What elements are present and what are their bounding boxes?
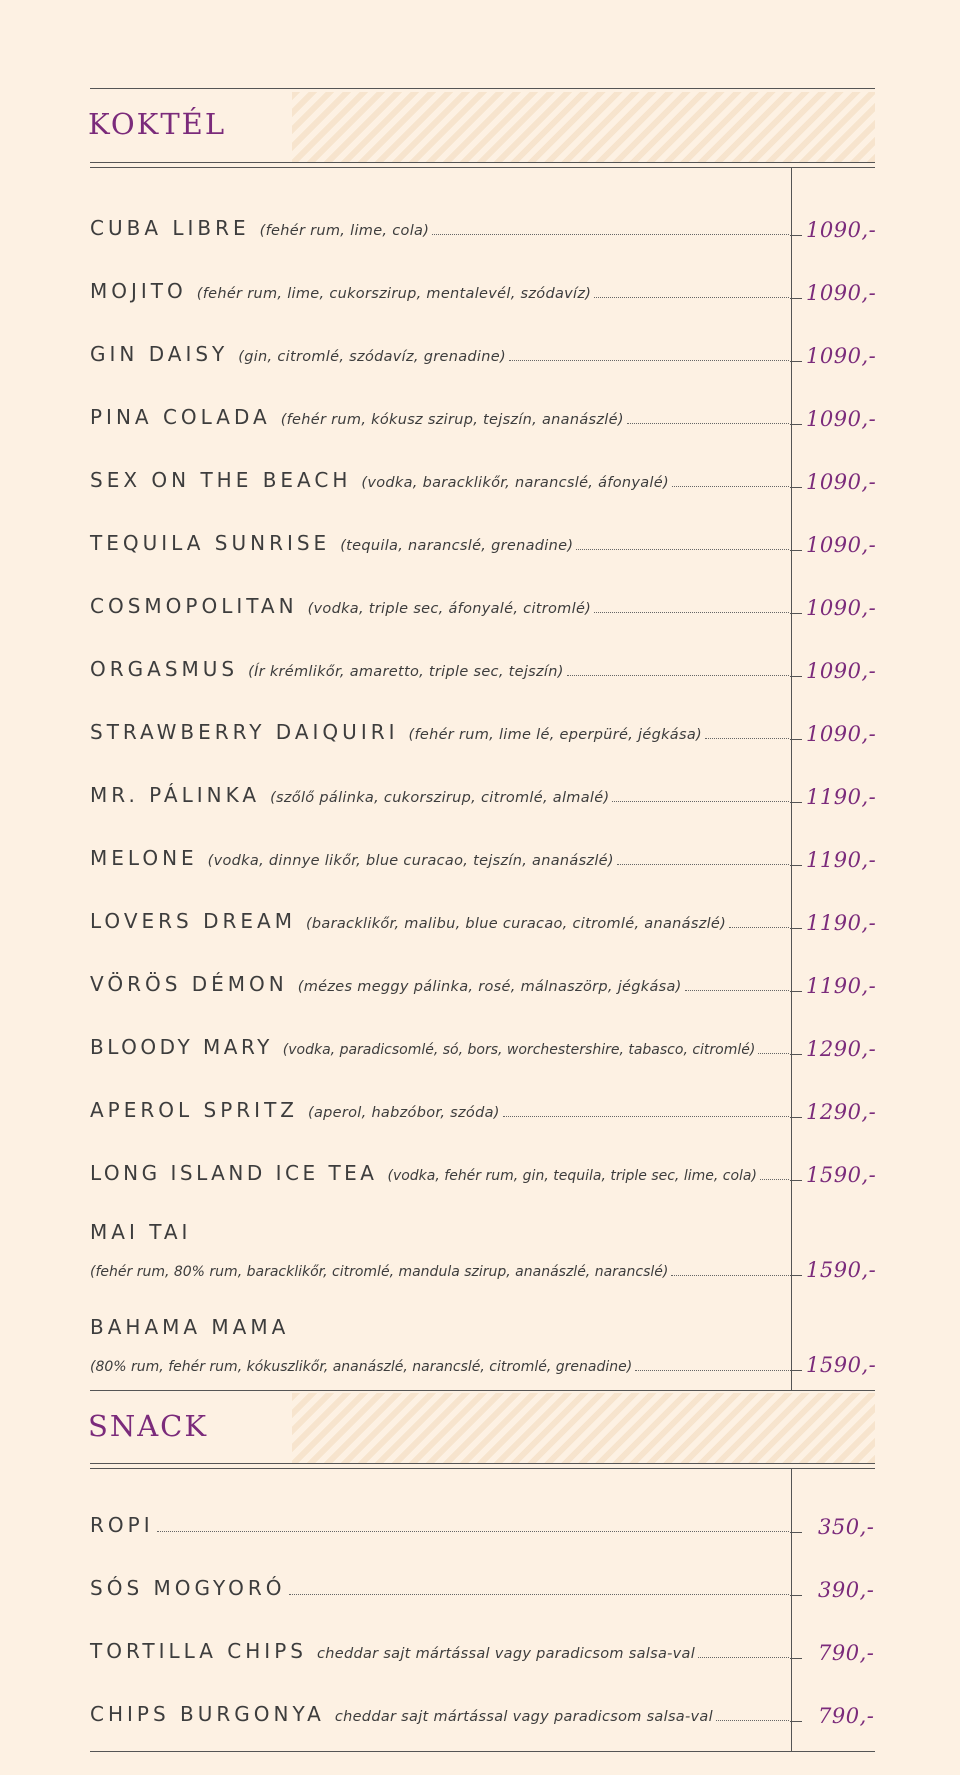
item-name: CHIPS BURGONYA bbox=[90, 1702, 325, 1726]
leader-dots bbox=[576, 549, 789, 550]
item-price: 1090,- bbox=[806, 218, 877, 242]
item-name: LOVERS DREAM bbox=[90, 909, 296, 933]
price-tick bbox=[790, 487, 802, 488]
price-tick bbox=[790, 1595, 802, 1596]
section-rule bbox=[90, 1390, 875, 1391]
item-price: 1090,- bbox=[806, 407, 877, 431]
item-description: (szőlő pálinka, cukorszirup, citromlé, almalé) bbox=[270, 790, 610, 806]
menu-item bbox=[90, 1698, 875, 1728]
item-name: VÖRÖS DÉMON bbox=[90, 972, 288, 996]
price-tick bbox=[790, 550, 802, 551]
price-tick bbox=[790, 991, 802, 992]
item-name: SÓS MOGYORÓ bbox=[90, 1576, 286, 1600]
item-name: PINA COLADA bbox=[90, 405, 271, 429]
item-description: (aperol, habzóbor, szóda) bbox=[308, 1105, 500, 1121]
item-description: (vodka, triple sec, áfonyalé, citromlé) bbox=[307, 601, 592, 617]
item-price: 790,- bbox=[818, 1641, 875, 1665]
item-description: cheddar sajt mártással vagy paradicsom salsa-val bbox=[334, 1709, 713, 1725]
item-name: MELONE bbox=[90, 846, 198, 870]
item-name: LONG ISLAND ICE TEA bbox=[90, 1161, 378, 1185]
menu-item bbox=[90, 1094, 875, 1124]
item-name: SEX ON THE BEACH bbox=[90, 468, 352, 492]
item-price: 1590,- bbox=[806, 1163, 877, 1187]
item-price: 1090,- bbox=[806, 659, 877, 683]
item-name: MR. PÁLINKA bbox=[90, 783, 261, 807]
section-title-koktel: KOKTÉL bbox=[88, 107, 227, 141]
menu-item bbox=[90, 842, 875, 872]
item-price: 1090,- bbox=[806, 596, 877, 620]
header-rule bbox=[90, 1468, 875, 1469]
leader-dots bbox=[509, 360, 789, 361]
item-price: 1290,- bbox=[806, 1100, 877, 1124]
item-name: MAI TAI bbox=[90, 1220, 192, 1244]
menu-item bbox=[90, 527, 875, 557]
header-rule bbox=[90, 1463, 875, 1464]
price-tick bbox=[790, 928, 802, 929]
item-description: (mézes meggy pálinka, rosé, málnaszörp, jégkása) bbox=[297, 979, 682, 995]
leader-dots bbox=[432, 234, 789, 235]
menu-item bbox=[90, 1157, 875, 1187]
item-description: (tequila, narancslé, grenadine) bbox=[340, 538, 574, 554]
leader-dots bbox=[617, 864, 789, 865]
header-rule bbox=[90, 167, 875, 168]
price-tick bbox=[790, 739, 802, 740]
item-description: (fehér rum, lime, cola) bbox=[259, 223, 430, 239]
leader-dots bbox=[758, 1053, 789, 1054]
leader-dots bbox=[503, 1116, 789, 1117]
item-price: 1190,- bbox=[806, 848, 877, 872]
leader-dots bbox=[567, 675, 789, 676]
leader-dots bbox=[594, 612, 789, 613]
item-name: MOJITO bbox=[90, 279, 187, 303]
menu-item bbox=[90, 779, 875, 809]
item-name: STRAWBERRY DAIQUIRI bbox=[90, 720, 399, 744]
price-tick bbox=[790, 1370, 802, 1371]
price-tick bbox=[790, 676, 802, 677]
price-tick bbox=[790, 361, 802, 362]
item-price: 350,- bbox=[818, 1515, 875, 1539]
item-description: (fehér rum, lime lé, eperpüré, jégkása) bbox=[408, 727, 702, 743]
price-tick bbox=[790, 1054, 802, 1055]
menu-item bbox=[90, 275, 875, 305]
leader-dots bbox=[671, 1275, 789, 1276]
item-description: (gin, citromlé, szódavíz, grenadine) bbox=[238, 349, 506, 365]
menu-item bbox=[90, 1635, 875, 1665]
price-tick bbox=[790, 1532, 802, 1533]
item-name: TORTILLA CHIPS bbox=[90, 1639, 307, 1663]
leader-dots bbox=[716, 1720, 789, 1721]
price-tick bbox=[790, 802, 802, 803]
item-price: 1090,- bbox=[806, 470, 877, 494]
item-price: 1090,- bbox=[806, 533, 877, 557]
leader-dots bbox=[685, 990, 789, 991]
item-name: CUBA LIBRE bbox=[90, 216, 250, 240]
item-description: (fehér rum, 80% rum, baracklikőr, citromlé, mandula szirup, ananászlé, narancslé) bbox=[90, 1264, 669, 1280]
price-tick bbox=[790, 1180, 802, 1181]
item-name: BLOODY MARY bbox=[90, 1035, 273, 1059]
leader-dots bbox=[760, 1179, 789, 1180]
item-description: (vodka, baracklikőr, narancslé, áfonyalé) bbox=[361, 475, 669, 491]
menu-item bbox=[90, 464, 875, 494]
menu-item bbox=[90, 1315, 875, 1377]
header-rule bbox=[90, 162, 875, 163]
menu-item bbox=[90, 968, 875, 998]
price-tick bbox=[790, 1721, 802, 1722]
menu-item bbox=[90, 401, 875, 431]
leader-dots bbox=[635, 1370, 789, 1371]
price-tick bbox=[790, 865, 802, 866]
price-tick bbox=[790, 1658, 802, 1659]
leader-dots bbox=[672, 486, 789, 487]
leader-dots bbox=[157, 1531, 789, 1532]
item-price: 1190,- bbox=[806, 974, 877, 998]
item-description: (Ír krémlikőr, amaretto, triple sec, tejszín) bbox=[248, 664, 564, 680]
leader-dots bbox=[729, 927, 789, 928]
menu-item bbox=[90, 1509, 875, 1539]
header-pattern bbox=[292, 92, 875, 162]
item-name: ORGASMUS bbox=[90, 657, 239, 681]
section-title-snack: SNACK bbox=[88, 1409, 209, 1443]
price-tick bbox=[790, 1117, 802, 1118]
menu-item bbox=[90, 1220, 875, 1282]
item-description: (fehér rum, lime, cukorszirup, mentalevél, szódavíz) bbox=[196, 286, 592, 302]
item-description: (vodka, paradicsomlé, só, bors, worchestershire, tabasco, citromlé) bbox=[282, 1042, 756, 1058]
item-description: (fehér rum, kókusz szirup, tejszín, ananászlé) bbox=[280, 412, 624, 428]
leader-dots bbox=[594, 297, 789, 298]
bottom-rule bbox=[90, 1751, 875, 1752]
item-price: 1090,- bbox=[806, 344, 877, 368]
item-price: 1590,- bbox=[806, 1353, 877, 1377]
item-description: (vodka, dinnye likőr, blue curacao, tejszín, ananászlé) bbox=[207, 853, 614, 869]
item-description: (vodka, fehér rum, gin, tequila, triple sec, lime, cola) bbox=[387, 1168, 757, 1184]
item-name: ROPI bbox=[90, 1513, 154, 1537]
menu-item bbox=[90, 338, 875, 368]
menu-item bbox=[90, 716, 875, 746]
item-price: 1090,- bbox=[806, 722, 877, 746]
price-tick bbox=[790, 1275, 802, 1276]
item-name: APEROL SPRITZ bbox=[90, 1098, 298, 1122]
item-name: TEQUILA SUNRISE bbox=[90, 531, 331, 555]
item-price: 790,- bbox=[818, 1704, 875, 1728]
price-tick bbox=[790, 613, 802, 614]
menu-item bbox=[90, 212, 875, 242]
item-price: 1190,- bbox=[806, 785, 877, 809]
item-price: 1590,- bbox=[806, 1258, 877, 1282]
item-name: GIN DAISY bbox=[90, 342, 229, 366]
item-price: 1190,- bbox=[806, 911, 877, 935]
item-price: 1290,- bbox=[806, 1037, 877, 1061]
leader-dots bbox=[698, 1657, 789, 1658]
header-pattern bbox=[292, 1393, 875, 1463]
leader-dots bbox=[627, 423, 789, 424]
leader-dots bbox=[705, 738, 789, 739]
item-name: COSMOPOLITAN bbox=[90, 594, 298, 618]
menu-item bbox=[90, 653, 875, 683]
menu-item bbox=[90, 590, 875, 620]
item-price: 390,- bbox=[818, 1578, 875, 1602]
item-name: BAHAMA MAMA bbox=[90, 1315, 290, 1339]
menu-item bbox=[90, 1572, 875, 1602]
leader-dots bbox=[289, 1594, 790, 1595]
price-tick bbox=[790, 298, 802, 299]
price-tick bbox=[790, 424, 802, 425]
item-description: cheddar sajt mártással vagy paradicsom salsa-val bbox=[316, 1646, 696, 1662]
item-price: 1090,- bbox=[806, 281, 877, 305]
top-rule bbox=[90, 88, 875, 89]
item-description: (baracklikőr, malibu, blue curacao, citromlé, ananászlé) bbox=[305, 916, 727, 932]
leader-dots bbox=[612, 801, 789, 802]
price-tick bbox=[790, 235, 802, 236]
item-description: (80% rum, fehér rum, kókuszlikőr, ananászlé, narancslé, citromlé, grenadine) bbox=[90, 1359, 633, 1375]
menu-item bbox=[90, 1031, 875, 1061]
menu-item bbox=[90, 905, 875, 935]
